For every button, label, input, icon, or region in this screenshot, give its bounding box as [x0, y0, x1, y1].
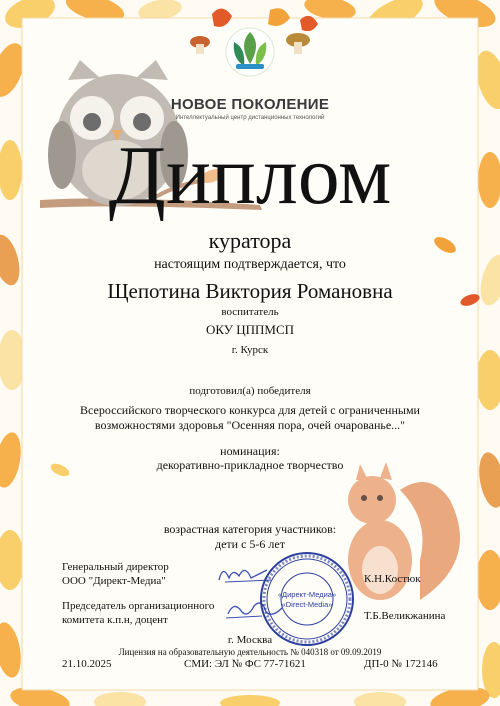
- diploma-number: ДП-0 № 172146: [364, 658, 438, 670]
- license-text: Лицензия на образовательную деятельность № 040318 от 09.09.2019: [118, 647, 382, 657]
- organization-logo-emblem: [226, 28, 274, 76]
- organization-name: НОВОЕ ПОКОЛЕНИЕ: [170, 96, 330, 113]
- prepared-text: подготовил(а) победителя: [189, 385, 311, 397]
- chair-title-line-2: комитета к.п.н, доцент: [62, 614, 168, 626]
- chair-title-line-1: Председатель организационного: [62, 600, 215, 612]
- age-category-value: дети с 5-6 лет: [215, 537, 285, 551]
- chair-name: Т.Б.Великжанина: [364, 610, 446, 622]
- certificate-title: Диплом: [108, 129, 392, 222]
- nomination-value: декоративно-прикладное творчество: [156, 458, 344, 472]
- director-name: К.Н.Костюк: [364, 573, 421, 585]
- footer-city: г. Москва: [227, 634, 273, 646]
- confirmation-text: настоящим подтверждается, что: [154, 257, 346, 272]
- smi-registration: СМИ: ЭЛ № ФС 77-71621: [184, 658, 306, 670]
- recipient-institution: ОКУ ЦППМСП: [205, 322, 295, 337]
- age-category-label: возрастная категория участников:: [163, 522, 337, 536]
- nomination-label: номинация:: [220, 444, 280, 458]
- recipient-city: г. Курск: [231, 344, 269, 356]
- stamp-text-1: «Директ-Медиа»: [277, 590, 337, 599]
- recipient-name: Щепотина Виктория Романовна: [107, 279, 393, 303]
- issue-date: 21.10.2025: [62, 658, 112, 670]
- contest-line-1: Всероссийского творческого конкурса для детей с ограниченными: [80, 403, 420, 417]
- contest-line-2: возможностями здоровья "Осенняя пора, очей очарованье...": [94, 418, 406, 432]
- director-title-line-2: ООО "Директ-Медиа": [62, 575, 166, 587]
- certificate-subtitle: куратора: [208, 228, 292, 253]
- organization-tagline: Интеллектуальный центр дистанционных технологий: [175, 115, 325, 121]
- director-title-line-1: Генеральный директор: [62, 561, 169, 573]
- recipient-role: воспитатель: [221, 306, 279, 318]
- stamp-text-2: «Direct-Media»: [281, 600, 333, 609]
